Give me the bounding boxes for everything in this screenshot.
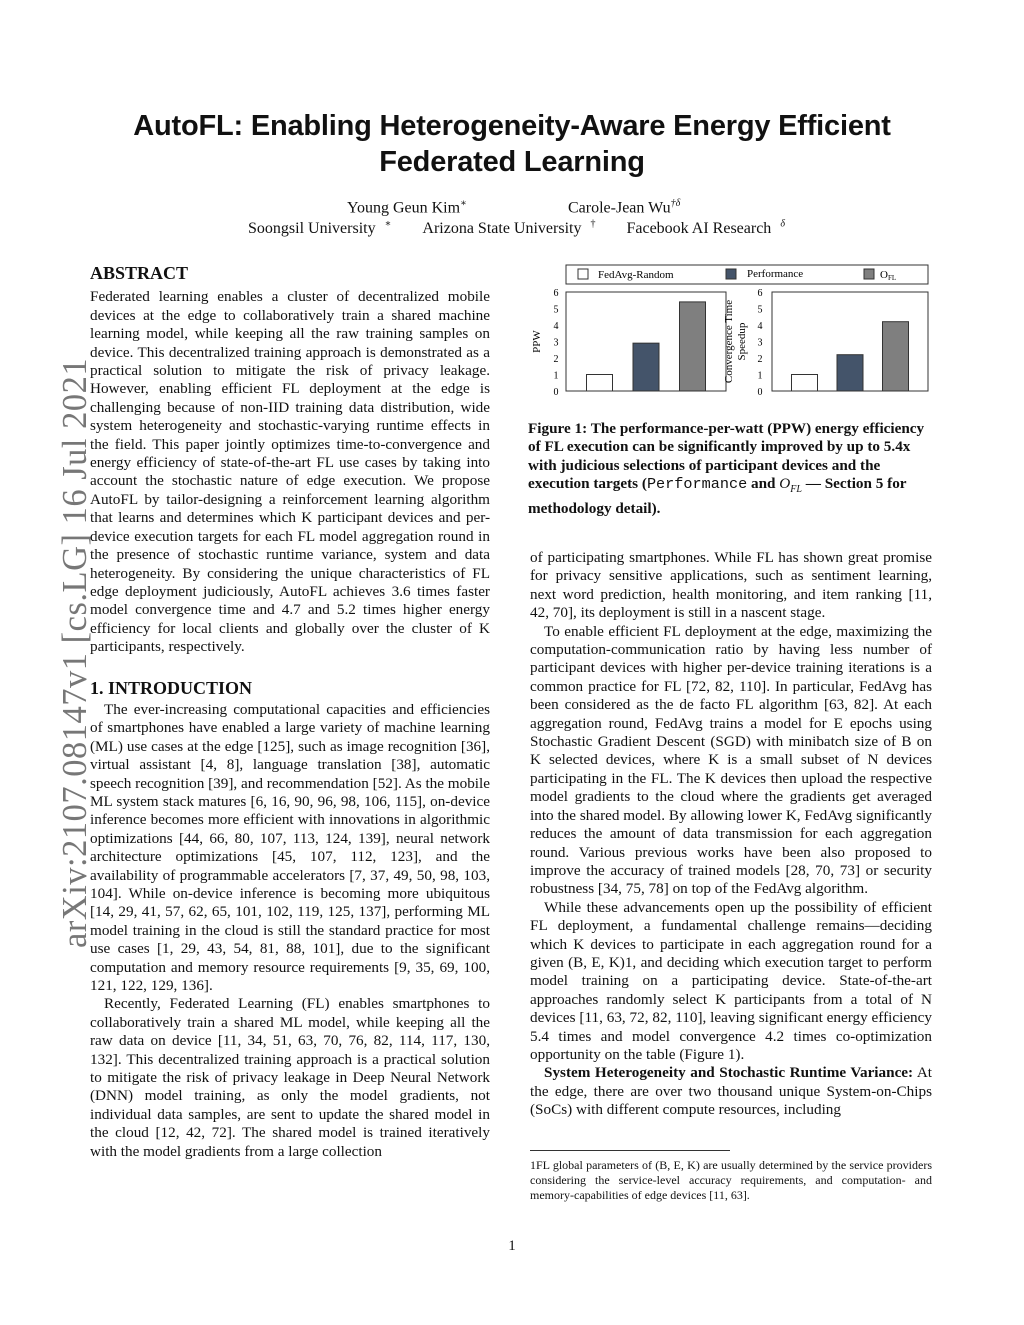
page-number: 1 xyxy=(508,1238,516,1254)
footnote-rule xyxy=(530,1150,730,1151)
author-1: Young Geun Kim∗ xyxy=(347,198,467,217)
abstract-text: Federated learning enables a cluster of decentralized mobile devices at the edge to collaboratively train a shared machine learning model, while keeping all the raw training samples on device. This decentralized training approach is demonstrated as a practical solution to mitigate the risk of privacy leakage. However, enabling efficient FL deployment at the edge is challenging because of non-IID training data distribution, wide system heterogeneity and stochastic-varying runtime effects in the field. This paper jointly optimizes time-to-convergence and energy efficiency of state-of-the-art FL use cases by taking into account the stochastic nature of edge execution. We propose AutoFL by tailor-designing a reinforcement learning algorithm that learns and determines which K participant devices and per-device execution targets for each FL model aggregation round in the presence of stochastic runtime variance, system and data heterogeneity. By considering the unique characteristics of FL edge deployment judiciously, AutoFL achieves 3.6 times faster model convergence time and 4.7 and 5.2 times higher energy efficiency for local clients and globally over the cluster of K participants, respectively. xyxy=(90,288,490,656)
affiliation-2: Arizona State University † xyxy=(422,219,596,238)
paper-title xyxy=(60,108,964,180)
right-paragraph-3: While these advancements open up the possibility of efficient FL deployment, a fundamental challenge remains—deciding which K devices to participate in each aggregation round for a given (B, E, K)1, and deciding which execution target to perform model training on a participating device. State-of-the-art approaches randomly select K participants from a total of N devices [11, 63, 72, 82, 110], leaving significant energy efficiency 5.4 times and model convergence 4.2 times co-optimization opportunity on the table (Figure 1). xyxy=(530,898,932,1063)
figure-1-caption: Figure 1: The performance-per-watt (PPW) energy efficiency of FL execution can be significantly improved by up to 5.4x with judicious selections of participant devices and the execution targets (Performance and $O_{FL}$ — Section 5 for methodology detail). xyxy=(528,420,925,517)
author-2: Carole-Jean $Wu^{\dagger\delta}$ xyxy=(568,198,681,217)
panel-2-bar-ofl xyxy=(883,322,909,391)
legend-swatch-ofl xyxy=(864,269,874,279)
panel-1-ytick: 4 xyxy=(553,321,559,332)
title-line-1: AutoFL: Enabling Heterogeneity-Aware Energy Efficient xyxy=(133,110,891,142)
panel-2-bar-performance xyxy=(837,355,863,391)
panel-1-ylabel: PPW xyxy=(531,330,543,353)
arxiv-stamp: arXiv:2107.08147v1 [cs.LG] 16 Jul 2021 xyxy=(56,357,94,948)
affiliation-3: Facebook AI Research $^\delta$ xyxy=(626,219,785,238)
abstract-heading: ABSTRACT xyxy=(90,263,189,283)
right-paragraph-4 xyxy=(530,1064,932,1119)
panel-1-bar-performance xyxy=(633,343,659,391)
right-paragraph-4-text: At the edge, there are over two thousand unique System-on-Chips (SoCs) with different compute resources, including xyxy=(530,1064,932,1119)
footnote: 1FL global parameters of (B, E, K) are usually determined by the service providers considering the service-level accuracy requirements, and computation- and memory-capabilities of edge devices [11, 63]. xyxy=(530,1158,932,1202)
legend-swatch-fedavg xyxy=(578,269,588,279)
legend-label-performance: Performance xyxy=(747,268,804,280)
legend-label-fedavg: FedAvg-Random xyxy=(598,269,674,281)
panel-1-ytick: 5 xyxy=(553,304,559,316)
intro-heading: 1. INTRODUCTION xyxy=(90,677,253,698)
panel-2-ytick: 6 xyxy=(757,288,763,299)
panel-2-ytick: 5 xyxy=(757,304,763,316)
panel-1-bar-fedavg-random xyxy=(587,375,613,392)
panel-1-ytick: 6 xyxy=(553,288,559,299)
panel-2-ytick: 2 xyxy=(757,354,763,365)
affiliation-1: Soongsil University ∗ xyxy=(248,219,392,238)
panel-2-bar-fedavg-random xyxy=(792,375,818,392)
panel-1-ytick: 0 xyxy=(553,387,559,398)
panel-1-ytick: 2 xyxy=(553,354,559,365)
right-column xyxy=(530,549,932,1120)
left-column xyxy=(90,264,490,1161)
panel-2-ytick: 1 xyxy=(757,370,763,382)
title-line-2: Federated Learning xyxy=(379,146,645,178)
panel-2-ytick: 0 xyxy=(757,387,763,398)
figure-1-chart xyxy=(528,262,932,400)
panel-1-bar-ofl xyxy=(680,302,706,391)
right-paragraph-1: of participating smartphones. While FL has shown great promise for privacy sensitive applications, such as sentiment learning, next word prediction, health monitoring, and item ranking [11, 42, 70], its deployment is still in a nascent stage. xyxy=(530,549,932,622)
system-heterogeneity-heading: System Heterogeneity and Stochastic Runtime Variance: xyxy=(544,1064,914,1082)
right-paragraph-2: To enable efficient FL deployment at the edge, maximizing the computation-communication ratio by having less number of participant devices with higher per-device training iterations is a common practice for FL [72, 82, 110]. In particular, FedAvg has been considered as the de facto FL algorithm [63, 82]. At each aggregation round, FedAvg trains a model for E epochs using Stochastic Gradient Descent (SGD) with minibatch size of B on K selected devices, where K is a small subset of N devices participating in the FL. The K devices then upload the respective model gradients to the cloud where the gradients get averaged into the shared model. By allowing lower K, FedAvg significantly reduces the amount of data transmission for each aggregation round. Various previous works have been also proposed to improve the accuracy of trained models [28, 70, 73] or security robustness [34, 75, 78] on top of the FedAvg algorithm. xyxy=(530,622,932,898)
panel-1-ytick: 1 xyxy=(553,370,559,382)
panel-1-ytick: 3 xyxy=(553,337,559,349)
affiliations xyxy=(60,219,964,238)
panel-2-ytick: 4 xyxy=(757,321,763,332)
legend-swatch-performance xyxy=(726,269,736,279)
panel-2-ytick: 3 xyxy=(757,337,763,349)
intro-paragraph-1: The ever-increasing computational capacities and efficiencies of smartphones have enabled a large variety of machine learning (ML) use cases at the edge [125], such as image recognition [36], virtual assistant [4, 8], language translation [38], automatic speech recognition [39], and recommendation [52]. As the mobile ML system stack matures [6, 16, 90, 96, 98, 106, 115], on-device inference becomes more efficient with innovations in algorithmic optimizations [44, 66, 80, 107, 113, 124, 139], neural network architecture optimizations [45, 107, 112, 123], and the availability of programmable accelerators [7, 37, 49, 50, 98, 103, 104]. While on-device inference is becoming more ubiquitous [14, 29, 41, 57, 62, 65, 101, 102, 119, 125, 137], performing ML model training in the cloud is still the standard practice for most use cases [1, 29, 43, 54, 81, 88, 101], due to the significant computation and memory resource requirements [9, 35, 69, 100, 121, 122, 129, 136]. xyxy=(90,700,490,995)
legend-label-ofl: OFL xyxy=(880,269,897,282)
intro-paragraph-2: Recently, Federated Learning (FL) enables smartphones to collaboratively train a shared ML model, while keeping all the raw data on device [11, 34, 51, 63, 70, 76, 82, 114, 117, 130, 132]. This decentralized training approach is a practical solution to mitigate the risk of privacy leakage in Deep Neural Network (DNN) model training, as only the model gradients, not individual data samples, are sent to update the shared model in the cloud [12, 42, 72]. The shared model is trained iteratively with the model gradients from a large collection xyxy=(90,995,490,1160)
panel-2-ylabel: Convergence TimeSpeedup xyxy=(723,299,748,384)
